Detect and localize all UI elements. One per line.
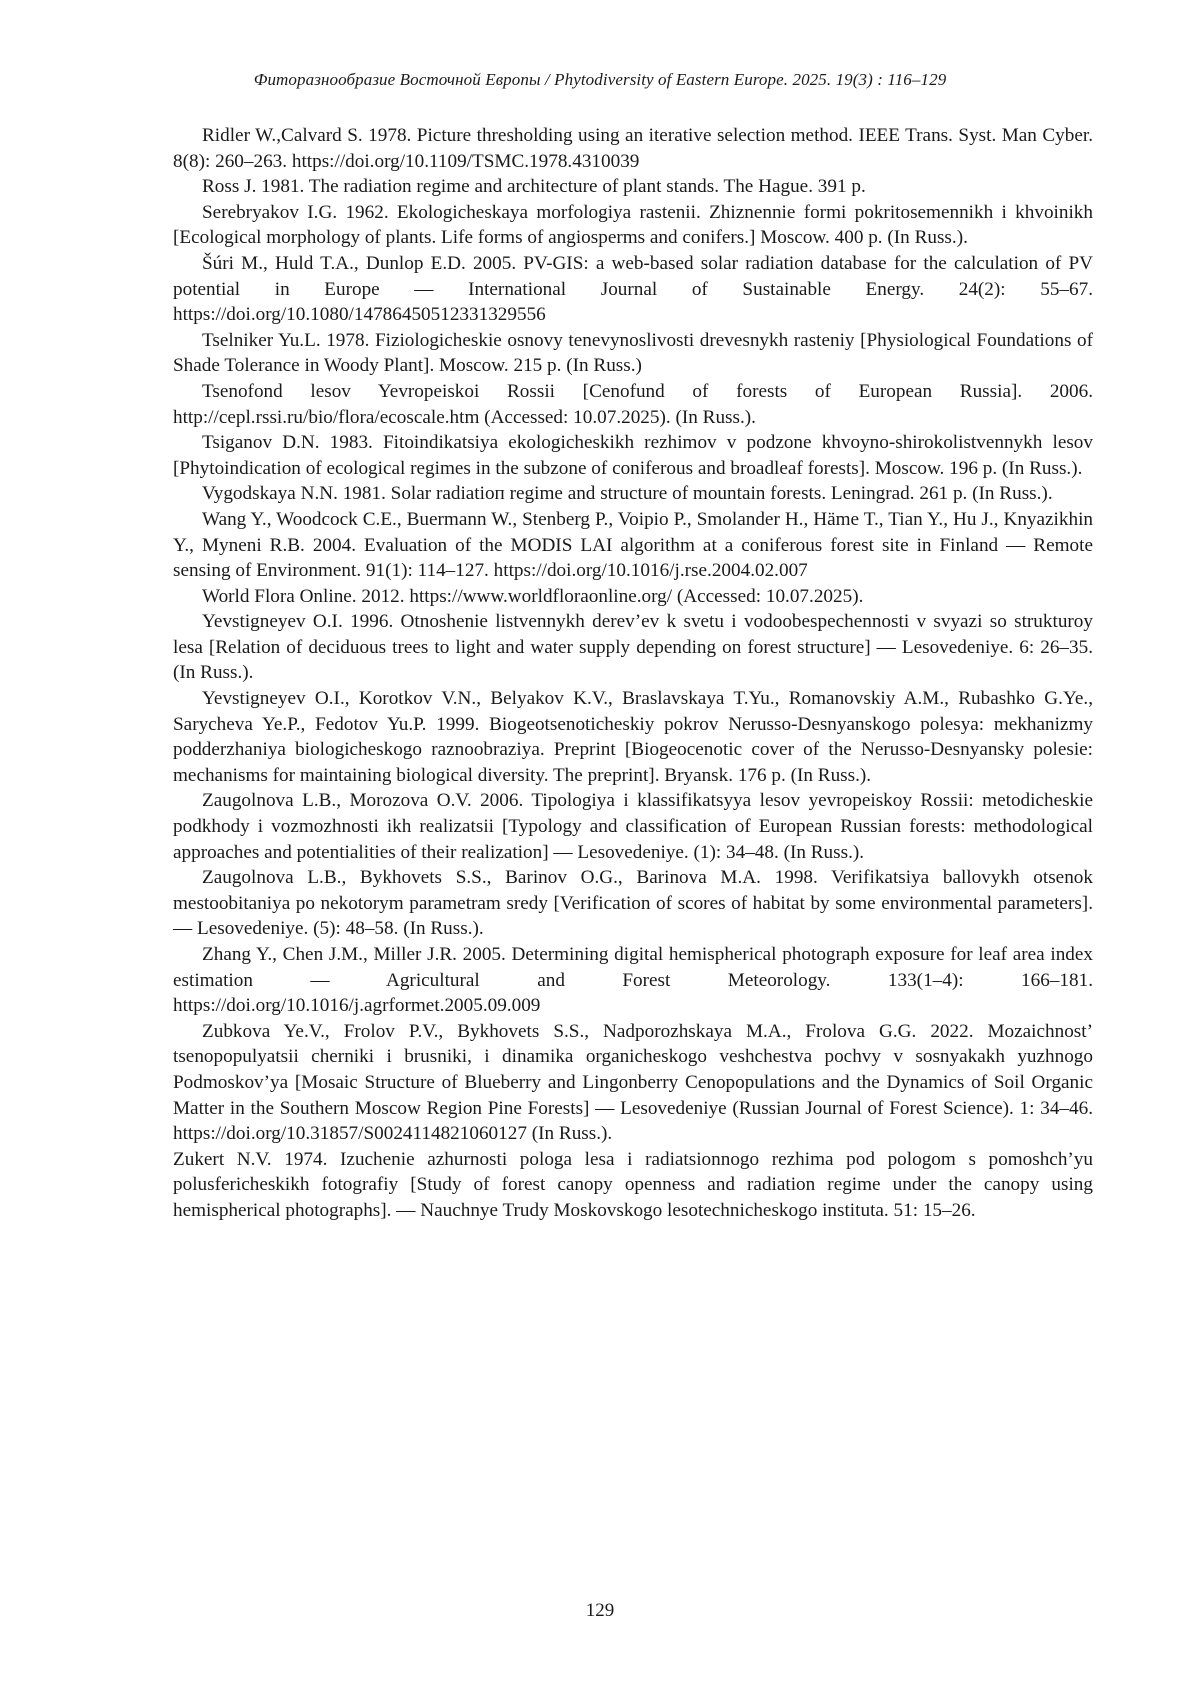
reference-serebryakov-1962: Serebryakov I.G. 1962. Ekologicheskaya morfologiya rastenii. Zhiznennie formi pokritosemennikh i khvoinikh [Ecological morphology of plants. Life forms of angiosperms and conifers.] Moscow. 400 p. (In Russ.). bbox=[173, 201, 1093, 249]
reference-suri-2005: Šúri M., Huld T.A., Dunlop E.D. 2005. PV-GIS: a web-based solar radiation database for the calculation of PV potential in Europe — International Journal of Sustainable Energy. 24(2): 55–67. https://doi.org/10.1080/14786450512331329556 bbox=[173, 252, 1093, 326]
page-number: 129 bbox=[585, 1600, 615, 1621]
reference-tsiganov-1983: Tsiganov D.N. 1983. Fitoindikatsiya ekologicheskikh rezhimov v podzone khvoyno-shirokolistvennykh lesov [Phytoindication of ecological regimes in the subzone of coniferous and broadleaf forests]. Moscow. 196 p. (In Russ.). bbox=[173, 432, 1093, 479]
reference-list bbox=[173, 123, 1093, 1224]
reference-ross-1981: Ross J. 1981. The radiation regime and architecture of plant stands. The Hague. 391 p. bbox=[202, 176, 866, 198]
reference-wang-2004: Wang Y., Woodcock C.E., Buermann W., Stenberg P., Voipio P., Smolander H., Häme T., Tian Y., Hu J., Knyazikhin Y., Myneni R.B. 2004. Evaluation of the MODIS LAI algorithm at a coniferous forest site in Finland — Remote sensing of Environment. 91(1): 114–127. https://doi.org/10.1016/j.rse.2004.02.007 bbox=[173, 508, 1093, 582]
reference-yevstigneyev-1996: Yevstigneyev O.I. 1996. Otnoshenie listvennykh derev’ev k svetu i vodoobespechennosti v svyazi so strukturoy lesa [Relation of deciduous trees to light and water supply depending on forest structure] — Lesovedeniye. 6: 26–35. (In Russ.). bbox=[173, 611, 1093, 684]
running-header: Фиторазнообразие Восточной Европы / Phytodiversity of Eastern Europe. 2025. 19(3) : 116–129 bbox=[253, 70, 947, 89]
reference-tselniker-1978: Tselniker Yu.L. 1978. Fiziologicheskie osnovy tenevynoslivosti drevesnykh rasteniy [Physiological Foundations of Shade Tolerance in Woody Plant]. Moscow. 215 p. (In Russ.) bbox=[173, 329, 1093, 377]
reference-zhang-2005: Zhang Y., Chen J.M., Miller J.R. 2005. Determining digital hemispherical photograph exposure for leaf area index estimation — Agricultural and Forest Meteorology. 133(1–4): 166–181. https://doi.org/10.1016/j.agrformet.2005.09.009 bbox=[173, 944, 1093, 1017]
reference-zubkova-2022: Zubkova Ye.V., Frolov P.V., Bykhovets S.S., Nadporozhskaya M.A., Frolova G.G. 2022. Mozaichnost’ tsenopopulyatsii cherniki i brusniki, i dinamika organicheskogo veshchestva pochvy v sosnyakakh yuzhnogo Podmoskov’ya [Mosaic Structure of Blueberry and Lingonberry Cenopopulations and the Dynamics of Soil Organic Matter in the Southern Moscow Region Pine Forests] — Lesovedeniye (Russian Journal of Forest Science). 1: 34–46. https://doi.org/10.31857/S0024114821060127 (In Russ.). bbox=[173, 1020, 1093, 1145]
reference-yevstigneyev-1999: Yevstigneyev O.I., Korotkov V.N., Belyakov K.V., Braslavskaya T.Yu., Romanovskiy A.M., Rubashko G.Ye., Sarycheva Ye.P., Fedotov Yu.P. 1999. Biogeotsenoticheskiy pokrov Nerusso-Desnyanskogo polesya: mekhanizmy podderzhaniya biologicheskogo raznoobraziya. Preprint [Biogeocenotic cover of the Nerusso-Desnyansky polesie: mechanisms for maintaining biological diversity. The preprint]. Bryansk. 176 p. (In Russ.). bbox=[173, 688, 1093, 786]
reference-zukert-1974: Zukert N.V. 1974. Izuchenie azhurnosti pologa lesa i radiatsionnogo rezhima pod pologom s pomoshch’yu polusfericheskikh fotografiy [Study of forest canopy openness and radiation regime under the canopy using hemispherical photographs]. — Nauchnye Trudy Moskovskogo lesotechnicheskogo instituta. 51: 15–26. bbox=[173, 1148, 1093, 1221]
reference-vygodskaya-1981: Vygodskaya N.N. 1981. Solar radiatioп regime and structure of mountain forests. Leningrad. 261 p. (In Russ.). bbox=[202, 483, 1053, 505]
reference-ridler-1978: Ridler W.,Calvard S. 1978. Picture thresholding using an iterative selection method. IEEE Trans. Syst. Man Cyber. 8(8): 260–263. https://doi.org/10.1109/TSMC.1978.4310039 bbox=[173, 125, 1093, 172]
reference-zaugolnova-2006: Zaugolnova L.B., Morozova O.V. 2006. Tipologiya i klassifikatsyya lesov yevropeiskoy Rossii: metodicheskie podkhody i vozmozhnosti ikh realizatsii [Typology and classification of European Russian forests: methodological approaches and potentialities of their realization] — Lesovedeniye. (1): 34–48. (In Russ.). bbox=[173, 790, 1093, 863]
reference-tsenofond-2006: Tsenofond lesov Yevropeiskoi Rossii [Cenofund of forests of European Russia]. 2006. http://cepl.rssi.ru/bio/flora/ecoscale.htm (Accessed: 10.07.2025). (In Russ.). bbox=[173, 380, 1093, 428]
reference-world-flora-2012: World Flora Online. 2012. https://www.worldfloraonline.org/ (Accessed: 10.07.2025). bbox=[202, 585, 864, 607]
reference-zaugolnova-1998: Zaugolnova L.B., Bykhovets S.S., Barinov O.G., Barinova M.A. 1998. Verifikatsiya ballovykh otsenok mestoobitaniya po nekotorym parametram sredy [Verification of scores of habitat by some environmental parameters]. — Lesovedeniye. (5): 48–58. (In Russ.). bbox=[173, 867, 1093, 940]
